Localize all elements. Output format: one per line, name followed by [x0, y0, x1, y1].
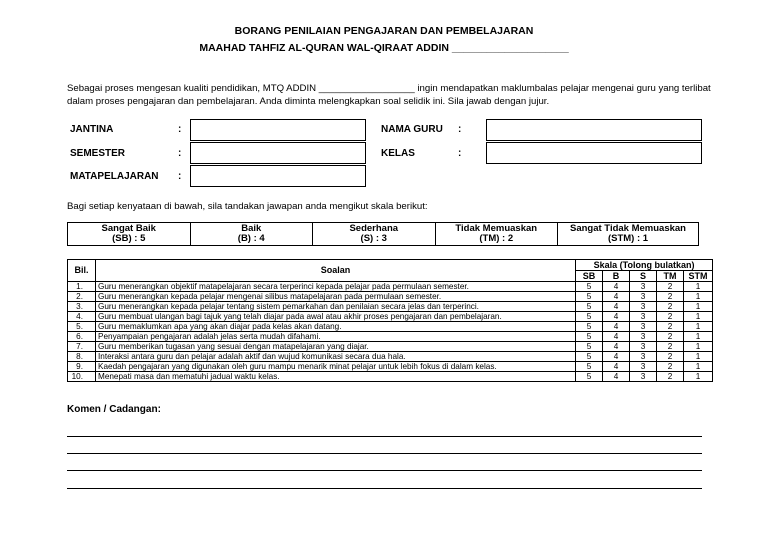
table-row [68, 292, 713, 302]
scale-instruction: Bagi setiap kenyataan di bawah, sila tandakan jawapan anda mengikut skala berikut: [67, 201, 428, 212]
sub-tm: TM [657, 271, 684, 282]
nama-guru-field[interactable] [486, 119, 702, 141]
sub-stm: STM [684, 271, 713, 282]
sub-sb: SB [576, 271, 603, 282]
table-row [68, 282, 713, 292]
label-semester: SEMESTER [70, 148, 126, 159]
rating-option[interactable]: 2 [657, 312, 684, 322]
rating-option[interactable]: 5 [576, 372, 603, 382]
komen-line[interactable] [67, 488, 702, 489]
rating-option[interactable]: 2 [657, 352, 684, 362]
row-number: 8. [68, 352, 96, 362]
scale-s: Sederhana (S) : 3 [313, 223, 436, 246]
matapelajaran-field[interactable] [190, 165, 366, 187]
rating-option[interactable]: 1 [684, 342, 713, 352]
scale-stm: Sangat Tidak Memuaskan (STM) : 1 [558, 223, 699, 246]
label-matapelajaran: MATAPELAJARAN [70, 171, 159, 182]
question-text: Guru membuat ulangan bagi tajuk yang telah diajar pada awal atau akhir proses pengajaran dan pembelajaran. [96, 312, 576, 322]
scale-legend [67, 222, 699, 246]
kelas-field[interactable] [486, 142, 702, 164]
table-row [68, 322, 713, 332]
scale-sb: Sangat Baik (SB) : 5 [68, 223, 191, 246]
rating-option[interactable]: 3 [630, 332, 657, 342]
question-rows [68, 282, 713, 382]
rating-option[interactable]: 3 [630, 372, 657, 382]
question-text: Guru menerangkan kepada pelajar mengenai silibus matapelajaran pada permulaan semester. [96, 292, 576, 302]
col-skala: Skala (Tolong bulatkan) [576, 260, 713, 271]
colon: : [178, 124, 182, 135]
rating-option[interactable]: 3 [630, 282, 657, 292]
rating-option[interactable]: 5 [576, 342, 603, 352]
rating-option[interactable]: 4 [603, 332, 630, 342]
label-kelas: KELAS [381, 148, 415, 159]
row-number: 7. [68, 342, 96, 352]
rating-option[interactable]: 5 [576, 332, 603, 342]
form-subtitle: MAAHAD TAHFIZ AL-QURAN WAL-QIRAAT ADDIN ____________________ [199, 42, 569, 54]
rating-option[interactable]: 5 [576, 292, 603, 302]
colon: : [178, 148, 182, 159]
rating-option[interactable]: 3 [630, 302, 657, 312]
rating-option[interactable]: 1 [684, 282, 713, 292]
row-number: 6. [68, 332, 96, 342]
rating-option[interactable]: 4 [603, 362, 630, 372]
colon: : [178, 171, 182, 182]
row-number: 3. [68, 302, 96, 312]
rating-option[interactable]: 5 [576, 282, 603, 292]
row-number: 4. [68, 312, 96, 322]
rating-option[interactable]: 1 [684, 292, 713, 302]
rating-option[interactable]: 1 [684, 372, 713, 382]
intro-paragraph: Sebagai proses mengesan kualiti pendidikan, MTQ ADDIN __________________ ingin mendapatkan maklumbalas pelajar mengenai guru yang terlibat dalam proses pengajaran dan pembelajaran. Anda diminta melengkapkan soal selidik ini. Sila jawab dengan jujur. [67, 83, 711, 107]
colon: : [458, 148, 462, 159]
rating-option[interactable]: 5 [576, 352, 603, 362]
komen-line[interactable] [67, 436, 702, 437]
rating-option[interactable]: 1 [684, 332, 713, 342]
row-number: 5. [68, 322, 96, 332]
rating-option[interactable]: 4 [603, 372, 630, 382]
rating-option[interactable]: 3 [630, 352, 657, 362]
label-nama-guru: NAMA GURU [381, 124, 443, 135]
rating-option[interactable]: 3 [630, 322, 657, 332]
table-row [68, 302, 713, 312]
rating-option[interactable]: 5 [576, 302, 603, 312]
rating-option[interactable]: 3 [630, 292, 657, 302]
col-soalan: Soalan [96, 260, 576, 282]
rating-option[interactable]: 1 [684, 302, 713, 312]
question-text: Kaedah pengajaran yang digunakan oleh guru mampu menarik minat pelajar untuk lebih fokus di dalam kelas. [96, 362, 576, 372]
komen-label: Komen / Cadangan: [67, 404, 161, 415]
row-number: 9. [68, 362, 96, 372]
table-row [68, 342, 713, 352]
semester-field[interactable] [190, 142, 366, 164]
table-row [68, 372, 713, 382]
question-text: Guru menerangkan kepada pelajar tentang sistem pemarkahan dan penilaian secara jelas dan terperinci. [96, 302, 576, 312]
question-text: Menepati masa dan mematuhi jadual waktu kelas. [96, 372, 576, 382]
rating-option[interactable]: 1 [684, 322, 713, 332]
rating-option[interactable]: 5 [576, 312, 603, 322]
rating-option[interactable]: 5 [576, 362, 603, 372]
row-number: 2. [68, 292, 96, 302]
jantina-field[interactable] [190, 119, 366, 141]
rating-option[interactable]: 4 [603, 302, 630, 312]
question-text: Interaksi antara guru dan pelajar adalah aktif dan wujud komunikasi secara dua hala. [96, 352, 576, 362]
rating-option[interactable]: 5 [576, 322, 603, 332]
rating-option[interactable]: 2 [657, 302, 684, 312]
question-text: Guru memaklumkan apa yang akan diajar pada kelas akan datang. [96, 322, 576, 332]
scale-tm: Tidak Memuaskan (TM) : 2 [435, 223, 558, 246]
row-number: 10. [68, 372, 96, 382]
rating-option[interactable]: 4 [603, 322, 630, 332]
row-number: 1. [68, 282, 96, 292]
sub-s: S [630, 271, 657, 282]
komen-line[interactable] [67, 453, 702, 454]
sub-b: B [603, 271, 630, 282]
table-row [68, 312, 713, 322]
rating-option[interactable]: 3 [630, 362, 657, 372]
table-row [68, 362, 713, 372]
rating-option[interactable]: 3 [630, 342, 657, 352]
rating-option[interactable]: 1 [684, 312, 713, 322]
rating-option[interactable]: 4 [603, 352, 630, 362]
rating-option[interactable]: 1 [684, 362, 713, 372]
question-text: Guru menerangkan objektif matapelajaran secara terperinci kepada pelajar pada permulaan semester. [96, 282, 576, 292]
table-row [68, 332, 713, 342]
form-title: BORANG PENILAIAN PENGAJARAN DAN PEMBELAJARAN [234, 25, 534, 37]
col-bil: Bil. [68, 260, 96, 282]
rating-option[interactable]: 3 [630, 312, 657, 322]
rating-option[interactable]: 4 [603, 282, 630, 292]
rating-option[interactable]: 2 [657, 362, 684, 372]
rating-option[interactable]: 4 [603, 292, 630, 302]
question-text: Guru memberikan tugasan yang sesuai dengan matapelajaran yang diajar. [96, 342, 576, 352]
rating-option[interactable]: 4 [603, 312, 630, 322]
scale-b: Baik (B) : 4 [190, 223, 313, 246]
question-table [67, 259, 713, 382]
rating-option[interactable]: 2 [657, 322, 684, 332]
colon: : [458, 124, 462, 135]
rating-option[interactable]: 2 [657, 372, 684, 382]
rating-option[interactable]: 2 [657, 282, 684, 292]
table-row [68, 352, 713, 362]
rating-option[interactable]: 2 [657, 332, 684, 342]
rating-option[interactable]: 1 [684, 352, 713, 362]
komen-line[interactable] [67, 470, 702, 471]
rating-option[interactable]: 4 [603, 342, 630, 352]
label-jantina: JANTINA [70, 124, 114, 135]
rating-option[interactable]: 2 [657, 342, 684, 352]
rating-option[interactable]: 2 [657, 292, 684, 302]
question-text: Penyampaian pengajaran adalah jelas serta mudah difahami. [96, 332, 576, 342]
